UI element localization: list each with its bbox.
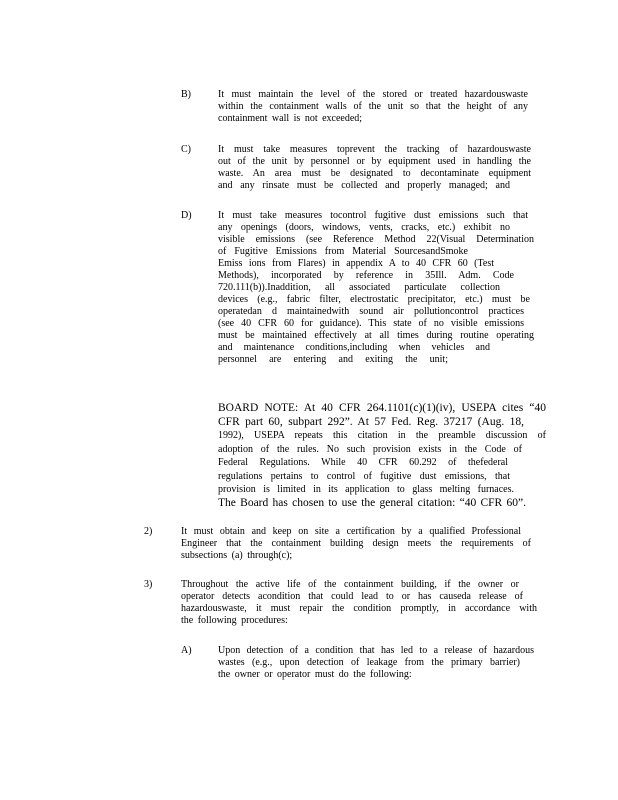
note-line: The Board has chosen to use the general citation: “40 CFR 60”. <box>218 496 526 509</box>
item-label-c: C) <box>181 144 191 155</box>
text-line: Methods), incorporated by reference in 35Ill. Adm. Code <box>218 270 514 281</box>
item-label-3a: A) <box>181 645 192 656</box>
item-text-c <box>218 144 531 192</box>
text-line: It must maintain the level of the stored or treated hazardouswaste <box>218 89 528 100</box>
text-line: It must take measures toprevent the tracking of hazardouswaste <box>218 144 531 155</box>
text-line: containment wall is not exceeded; <box>218 113 363 124</box>
text-line: devices (e.g., fabric filter, electrostatic precipitator, etc.) must be <box>218 294 530 305</box>
text-line: wastes (e.g., upon detection of leakage from the primary barrier) <box>218 657 520 668</box>
item-text-2 <box>181 526 531 562</box>
text-line: and maintenance conditions,including when vehicles and <box>218 342 490 353</box>
text-line: (see 40 CFR 60 for guidance). This state of no visible emissions <box>218 318 524 329</box>
text-line: within the containment walls of the unit so that the height of any <box>218 101 528 112</box>
text-line: any openings (doors, windows, vents, cracks, etc.) exhibit no <box>218 222 510 233</box>
text-line: hazardouswaste, it must repair the condition promptly, in accordance with <box>181 603 537 614</box>
note-line: Federal Regulations. While 40 CFR 60.292 of thefederal <box>218 457 508 468</box>
note-line: BOARD NOTE: At 40 CFR 264.1101(c)(1)(iv), USEPA cites “40 <box>218 402 546 414</box>
text-line: visible emissions (see Reference Method 22(Visual Determination <box>218 234 534 245</box>
note-line: CFR part 60, subpart 292”. At 57 Fed. Reg. 37217 (Aug. 18, <box>218 415 524 428</box>
text-line: waste. An area must be designated to decontaminate equipment <box>218 168 531 179</box>
text-line: subsections (a) through(c); <box>181 550 293 561</box>
text-line: It must take measures tocontrol fugitive dust emissions such that <box>218 210 528 221</box>
text-line: 720.111(b)).Inaddition, all associated particulate collection <box>218 282 500 293</box>
item-text-b <box>218 89 528 125</box>
text-line: the owner or operator must do the following: <box>218 669 412 680</box>
item-label-3: 3) <box>144 579 153 590</box>
text-line: the following procedures: <box>181 615 288 626</box>
note-line: 1992), USEPA repeats this citation in the preamble discussion of <box>218 430 546 441</box>
text-line: Engineer that the containment building design meets the requirements of <box>181 538 531 549</box>
item-label-b: B) <box>181 89 191 100</box>
note-line: provision is limited in its application to glass melting furnaces. <box>218 484 514 495</box>
item-text-3a <box>218 645 538 681</box>
text-line: and any rinsate must be collected and properly managed; and <box>218 180 510 191</box>
item-text-d <box>218 210 534 366</box>
text-line: It must obtain and keep on site a certification by a qualified Professional <box>181 526 521 537</box>
note-line: regulations pertains to control of fugitive dust emissions, that <box>218 470 510 482</box>
text-line: operatedan d maintainedwith sound air pollutioncontrol practices <box>218 306 524 317</box>
board-note <box>218 402 546 510</box>
text-line: Emiss ions from Flares) in appendix A to 40 CFR 60 (Test <box>218 258 494 269</box>
note-line: adoption of the rules. No such provision exists in the Code of <box>218 443 522 455</box>
text-line: operator detects acondition that could lead to or has causeda release of <box>181 591 523 602</box>
text-line: personnel are entering and exiting the unit; <box>218 354 448 365</box>
text-line: must be maintained effectively at all times during routine operating <box>218 330 534 341</box>
item-label-d: D) <box>181 210 192 221</box>
item-text-3 <box>181 579 537 627</box>
item-label-2: 2) <box>144 526 153 537</box>
text-line: of Fugitive Emissions from Material SourcesandSmoke <box>218 246 468 257</box>
text-line: out of the unit by personnel or by equipment used in handling the <box>218 156 531 167</box>
text-line: Throughout the active life of the containment building, if the owner or <box>181 579 519 590</box>
text-line: Upon detection of a condition that has led to a release of hazardous <box>218 645 534 656</box>
